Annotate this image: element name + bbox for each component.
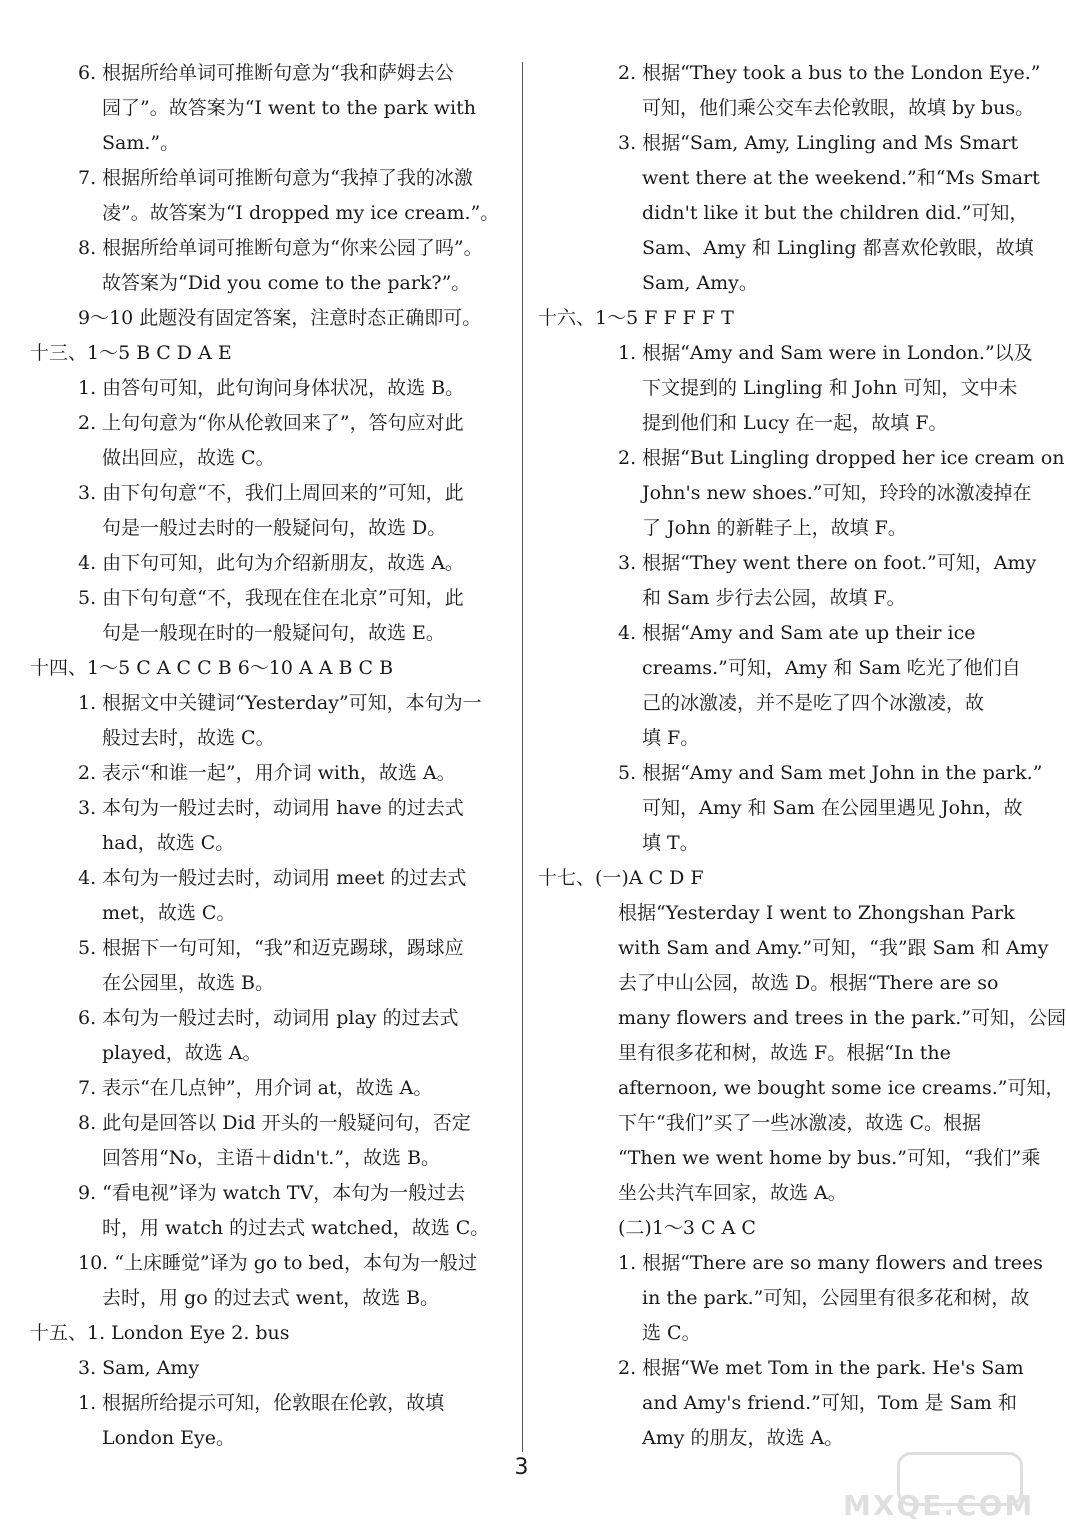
text-line: 句是一般过去时的一般疑问句，故选 D。 xyxy=(102,517,447,539)
text-line: 了 John 的新鞋子上，故填 F。 xyxy=(642,517,907,539)
text-line: 十六、1～5 F F F F T xyxy=(538,307,734,329)
text-line: 般过去时，故选 C。 xyxy=(102,727,275,749)
text-line: 十五、1. London Eye 2. bus xyxy=(30,1322,290,1344)
text-line: 8. 此句是回答以 Did 开头的一般疑问句，否定 xyxy=(78,1112,471,1134)
text-line: 3. 根据“They went there on foot.”可知，Amy xyxy=(618,552,1037,574)
text-line: 故答案为“Did you come to the park?”。 xyxy=(102,272,471,294)
text-line: 填 T。 xyxy=(642,832,699,854)
text-line: 句是一般现在时的一般疑问句，故选 E。 xyxy=(102,622,445,644)
text-line: 可知，Amy 和 Sam 在公园里遇见 John，故 xyxy=(642,797,1023,819)
text-line: 3. 根据“Sam, Amy, Lingling and Ms Smart xyxy=(618,132,1019,154)
text-line: 10. “上床睡觉”译为 go to bed，本句为一般过 xyxy=(78,1252,478,1274)
text-line: 7. 根据所给单词可推断句意为“我掉了我的冰激 xyxy=(78,167,473,189)
text-line: 园了”。故答案为“I went to the park with xyxy=(102,97,476,119)
text-line: 9. “看电视”译为 watch TV，本句为一般过去 xyxy=(78,1182,466,1204)
text-line: and Amy's friend.”可知，Tom 是 Sam 和 xyxy=(642,1392,1017,1414)
column-divider xyxy=(522,62,523,1452)
text-line: Sam、Amy 和 Lingling 都喜欢伦敦眼，故填 xyxy=(642,237,1034,259)
text-line: 十三、1～5 B C D A E xyxy=(30,342,232,364)
text-line: Amy 的朋友，故选 A。 xyxy=(642,1427,844,1449)
text-line: played，故选 A。 xyxy=(102,1042,262,1064)
text-line: 6. 根据所给单词可推断句意为“我和萨姆去公 xyxy=(78,62,454,84)
text-line: 下文提到的 Lingling 和 John 可知，文中未 xyxy=(642,377,1018,399)
text-line: 3. 本句为一般过去时，动词用 have 的过去式 xyxy=(78,797,464,819)
text-line: 2. 根据“But Lingling dropped her ice cream on xyxy=(618,447,1065,469)
text-line: 2. 根据“They took a bus to the London Eye.” xyxy=(618,62,1041,84)
text-line: afternoon, we bought some ice creams.”可知， xyxy=(618,1077,1065,1099)
text-line: 4. 由下句可知，此句为介绍新朋友，故选 A。 xyxy=(78,552,464,574)
text-line: in the park.”可知，公园里有很多花和树，故 xyxy=(642,1287,1030,1309)
text-line: 9～10 此题没有固定答案，注意时态正确即可。 xyxy=(78,307,482,329)
text-line: 1. 根据所给提示可知，伦敦眼在伦敦，故填 xyxy=(78,1392,445,1414)
text-line: with Sam and Amy.”可知，“我”跟 Sam 和 Amy xyxy=(618,937,1049,959)
text-line: 十四、1～5 C A C C B 6～10 A A B C B xyxy=(30,657,394,679)
text-line: 4. 本句为一般过去时，动词用 meet 的过去式 xyxy=(78,867,467,889)
text-line: 里有很多花和树，故选 F。根据“In the xyxy=(618,1042,951,1064)
text-line: 选 C。 xyxy=(642,1322,701,1344)
text-line: 和 Sam 步行去公园，故填 F。 xyxy=(642,587,906,609)
left-column xyxy=(30,56,518,1456)
text-line: Sam.”。 xyxy=(102,132,180,154)
text-line: 坐公共汽车回家，故选 A。 xyxy=(618,1182,847,1204)
text-line: 凌”。故答案为“I dropped my ice cream.”。 xyxy=(102,202,500,224)
text-line: 5. 根据“Amy and Sam met John in the park.” xyxy=(618,762,1043,784)
text-line: 5. 由下句句意“不，我现在住在北京”可知，此 xyxy=(78,587,464,609)
text-line: 可知，他们乘公交车去伦敦眼，故填 by bus。 xyxy=(642,97,1035,119)
text-line: 2. 根据“We met Tom in the park. He's Sam xyxy=(618,1357,1024,1379)
text-line: 2. 表示“和谁一起”，用介词 with，故选 A。 xyxy=(78,762,456,784)
text-line: 3. 由下句句意“不，我们上周回来的”可知，此 xyxy=(78,482,464,504)
text-line: 填 F。 xyxy=(642,727,700,749)
text-line: 3. Sam, Amy xyxy=(78,1357,200,1379)
text-line: 6. 本句为一般过去时，动词用 play 的过去式 xyxy=(78,1007,459,1029)
text-line: London Eye。 xyxy=(102,1427,236,1449)
text-line: 十七、(一)A C D F xyxy=(538,867,704,889)
text-line: 5. 根据下一句可知，“我”和迈克踢球，踢球应 xyxy=(78,937,464,959)
text-line: John's new shoes.”可知，玲玲的冰激凌掉在 xyxy=(642,482,1032,504)
text-line: 1. 根据“There are so many flowers and trees xyxy=(618,1252,1043,1274)
text-line: creams.”可知，Amy 和 Sam 吃光了他们自 xyxy=(642,657,1021,679)
text-line: 提到他们和 Lucy 在一起，故填 F。 xyxy=(642,412,948,434)
text-line: “Then we went home by bus.”可知，“我们”乘 xyxy=(618,1147,1041,1169)
text-line: 根据“Yesterday I went to Zhongshan Park xyxy=(618,902,1015,924)
text-line: 2. 上句句意为“你从伦敦回来了”，答句应对此 xyxy=(78,412,464,434)
text-line: 时，用 watch 的过去式 watched，故选 C。 xyxy=(102,1217,490,1239)
page-number: 3 xyxy=(514,1455,529,1480)
text-line: 7. 表示“在几点钟”，用介词 at，故选 A。 xyxy=(78,1077,433,1099)
text-line: many flowers and trees in the park.”可知，公园 xyxy=(618,1007,1066,1029)
watermark-text: MXQE.COM xyxy=(843,1489,1035,1522)
text-line: 去了中山公园，故选 D。根据“There are so xyxy=(618,972,999,994)
text-line: 在公园里，故选 B。 xyxy=(102,972,275,994)
watermark xyxy=(843,1452,1035,1522)
text-line: 去时，用 go 的过去式 went，故选 B。 xyxy=(102,1287,440,1309)
text-line: 做出回应，故选 C。 xyxy=(102,447,275,469)
text-line: Sam, Amy。 xyxy=(642,272,758,294)
text-line: (二)1～3 C A C xyxy=(618,1217,756,1239)
text-line: 4. 根据“Amy and Sam ate up their ice xyxy=(618,622,976,644)
text-line: 8. 根据所给单词可推断句意为“你来公园了吗”。 xyxy=(78,237,483,259)
right-column xyxy=(538,56,1066,1456)
text-line: met，故选 C。 xyxy=(102,902,236,924)
text-line: didn't like it but the children did.”可知， xyxy=(642,202,1029,224)
text-line: had，故选 C。 xyxy=(102,832,235,854)
text-line: 己的冰激凌，并不是吃了四个冰激凌，故 xyxy=(642,692,985,714)
text-line: 下午“我们”买了一些冰激凌，故选 C。根据 xyxy=(618,1112,982,1134)
text-line: 回答用“No，主语＋didn't.”，故选 B。 xyxy=(102,1147,441,1169)
text-line: went there at the weekend.”和“Ms Smart xyxy=(642,167,1040,189)
text-line: 1. 根据“Amy and Sam were in London.”以及 xyxy=(618,342,1033,364)
text-line: 1. 根据文中关键词“Yesterday”可知，本句为一 xyxy=(78,692,482,714)
text-line: 1. 由答句可知，此句询问身体状况，故选 B。 xyxy=(78,377,465,399)
